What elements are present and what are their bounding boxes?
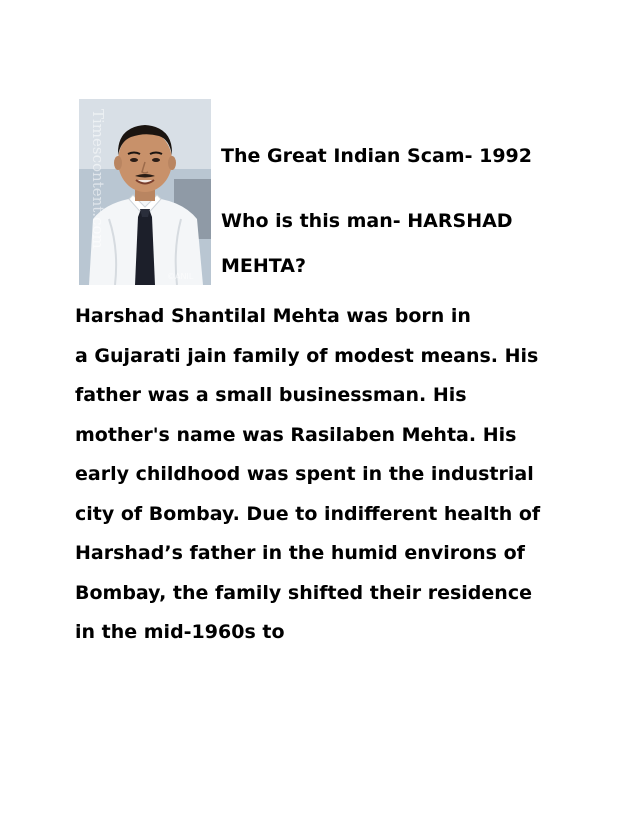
paragraph-line: father was a small businessman. His — [75, 384, 467, 406]
paragraph-line: Harshad’s father in the humid environs of — [75, 542, 525, 564]
watermark-corner-text: ©ANIL — [167, 272, 194, 281]
watermark-side-text: Timescontent.com — [89, 109, 107, 249]
page-subtitle: Who is this man- HARSHAD MEHTA? — [221, 210, 513, 277]
page-title: The Great Indian Scam- 1992 — [221, 145, 532, 167]
portrait-photo — [79, 99, 211, 285]
paragraph-line: a Gujarati jain family of modest means. His — [75, 344, 539, 367]
paragraph-line: city of Bombay. Due to indifferent health of — [75, 502, 541, 525]
paragraph-line: in the mid-1960s to — [75, 621, 285, 643]
paragraph-line: Bombay, the family shifted their residence — [75, 581, 532, 604]
body-paragraph — [75, 297, 575, 653]
paragraph-line: mother's name was Rasilaben Mehta. His — [75, 423, 517, 446]
paragraph-line: early childhood was spent in the industrial — [75, 463, 534, 485]
paragraph-line: Harshad Shantilal Mehta was born in — [75, 305, 471, 327]
